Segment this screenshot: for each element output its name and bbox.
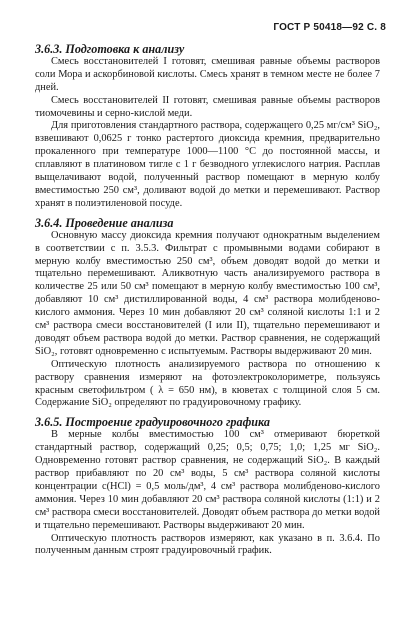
paragraph: Оптическую плотность анализируемого раствора по отношению к раствору сравнения измеряют на фотоэлектроколориметре, пользуясь красным светофильтром ( λ = 650 нм), в кюветах с толщиной слоя 5 см. Содержание SiO₂ определяют по градуировочному графику.	[35, 358, 380, 409]
section-heading-calibration: 3.6.5. Построение градуировочного графика	[35, 415, 270, 430]
section-heading-preparation: 3.6.3. Подготовка к анализу	[35, 42, 185, 56]
paragraph: Смесь восстановителей I готовят, смешивая равные объемы растворов соли Мора и аскорбиновой кислоты. Смесь хранят в темном месте не более 7 дней.	[35, 55, 380, 93]
paragraph: Для приготовления стандартного раствора, содержащего 0,25 мг/см³ SiO₂, взвешивают 0,0625 г тонко растертого диоксида кремния, предварительно прокаленного при температуре 1000—1100 °С до постоянной массы, и сплавляют в платиновом тигле с 1 г безводного углекислого натрия. Расплав выщелачивают водой, полученный раствор помещают в мерную колбу вместимостью 250 см³, доливают водой до метки и перемешивают. Раствор хранят в полиэтиленовой посуде.	[35, 120, 380, 209]
page-header: ГОСТ Р 50418—92 С. 8	[273, 22, 386, 33]
document-body	[35, 41, 380, 558]
paragraph: Основную массу диоксида кремния получают однократным выделением в соответствии с п. 3.5.3. Фильтрат с промывными водами собирают в мерную колбу вместимостью 250 см³, объем доводят водой до метки и тщательно перемешивают. Аликвотную часть анализируемого раствора в количестве 25 или 50 см³ помещают в мерную колбу вместимостью 100 см³, добавляют 10 см³ дистиллированной воды, 4 см³ раствора молибденово-кислого аммония. Через 10 мин добавляют 20 см³ соляной кислоты 1:1 и 2 см³ раствора смеси восстановителей (I или II), тщательно перемешивают и доводят объем раствора водой до метки. Раствор сравнения, не содержащий SiO₂, готовят одновременно с испытуемым. Растворы выдерживают 20 мин.	[35, 229, 380, 357]
paragraph: В мерные колбы вместимостью 100 см³ отмеривают бюреткой стандартный раствор, содержащий 0,25; 0,5; 0,75; 1,0; 1,25 мг SiO₂. Одновременно готовят раствор сравнения, не содержащий SiO₂. В каждый раствор прибавляют по 20 см³ воды, 5 см³ раствора соляной кислоты концентрации с(HCl) = 0,5 моль/дм³, 4 см³ раствора молибденово-кислого аммония. Через 10 мин добавляют 20 см³ раствора соляной кислоты (1:1) и 2 см³ раствора смеси восстановителей. Доводят объем раствора до метки водой и тщательно перемешивают. Растворы выдерживают 20 мин.	[35, 429, 380, 531]
section-heading-analysis: 3.6.4. Проведение анализа	[35, 215, 174, 230]
paragraph: Смесь восстановителей II готовят, смешивая равные объемы растворов тиомочевины и серно-кислой меди.	[35, 94, 380, 119]
paragraph: Оптическую плотность растворов измеряют, как указано в п. 3.6.4. По полученным данным строят градуировочный график.	[35, 532, 380, 557]
